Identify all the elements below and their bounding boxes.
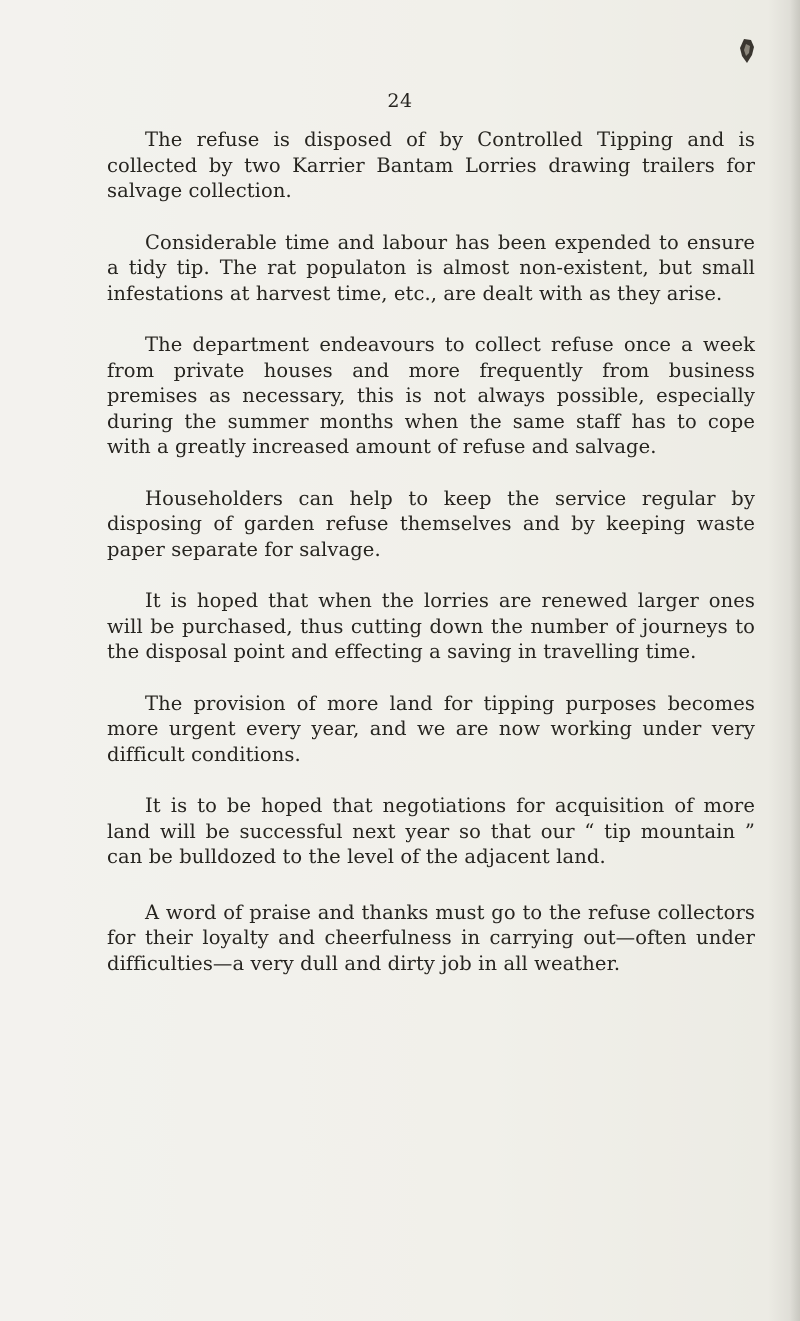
paragraph-land-provision: The provision of more land for tipping purposes becomes more urgent every year, and we are now working under very difficult conditions. (107, 691, 755, 766)
body-text (107, 127, 755, 976)
page-edge-shadow (790, 0, 800, 1321)
paragraph-praise: A word of praise and thanks must go to the refuse collectors for their loyalty and cheerfulness in carrying out—often under difficulties—a very dull and dirty job in all weather. (107, 900, 755, 975)
paragraph-tidy-tip: Considerable time and labour has been expended to ensure a tidy tip. The rat populaton is almost non-existent, but small infestations at harvest time, etc., are dealt with as they arise. (107, 230, 755, 305)
paragraph-lorries: It is hoped that when the lorries are renewed larger ones will be purchased, thus cutting down the number of journeys to the disposal point and effecting a saving in travelling time. (107, 589, 755, 663)
page-number: 24 (387, 90, 413, 112)
paragraph-refuse-disposal: The refuse is disposed of by Controlled Tipping and is collected by two Karrier Bantam Lorries drawing trailers for salvage collection. (107, 128, 755, 202)
ink-blot-mark (738, 38, 756, 64)
paragraph-negotiations: It is to be hoped that negotiations for acquisition of more land will be successful next year so that our “ tip mountain ” can be bulldozed to the level of the adjacent land. (107, 794, 755, 868)
paragraph-collection-frequency: The department endeavours to collect refuse once a week from private houses and more frequently from business premises as necessary, this is not always possible, especially during the summer months when the same staff has to cope with a greatly increased amount of refuse and salvage. (107, 333, 755, 458)
paragraph-householders: Householders can help to keep the service regular by disposing of garden refuse themselves and by keeping waste paper separate for salvage. (107, 486, 755, 561)
